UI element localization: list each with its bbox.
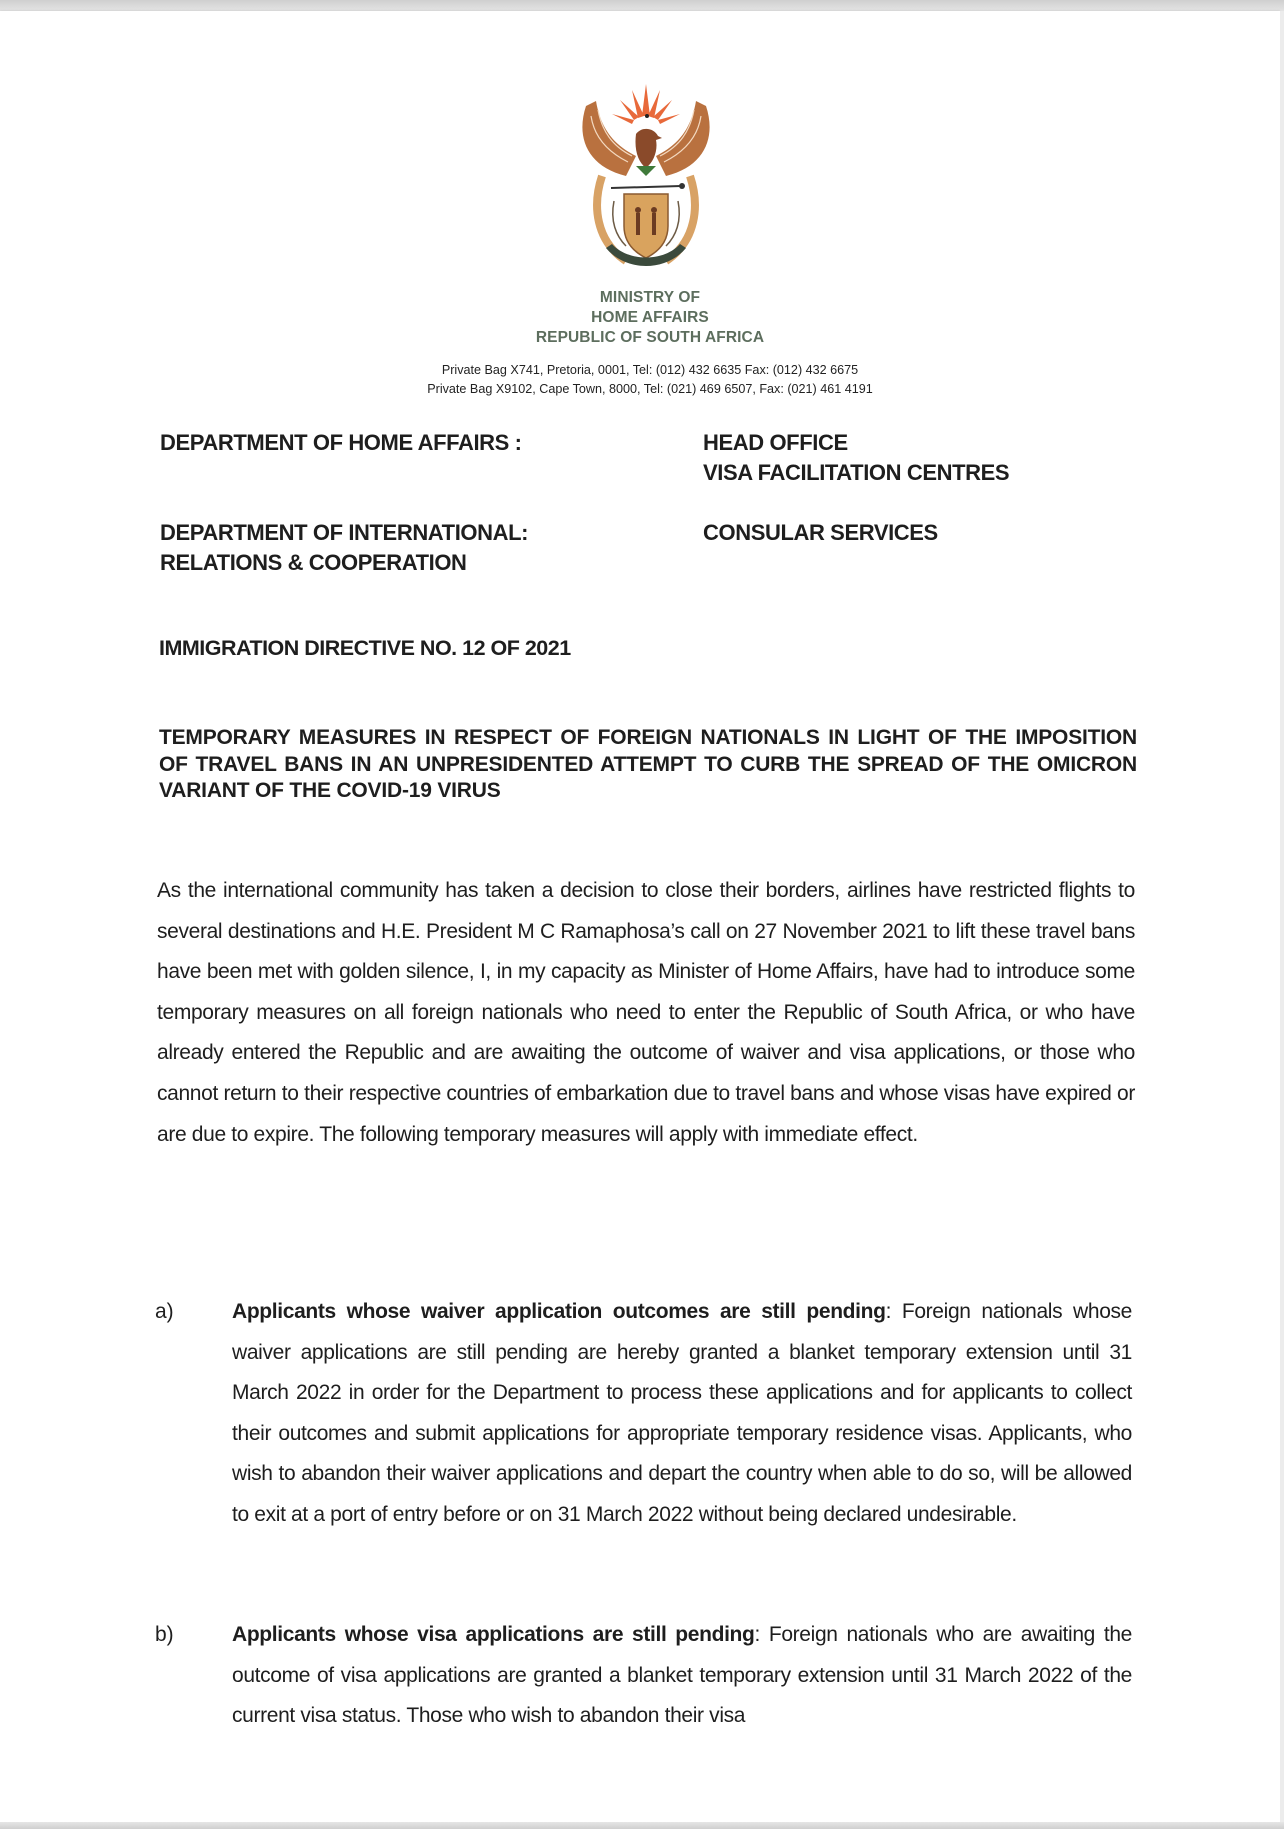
- item-b-text: : Foreign nationals who are awaiting the outcome of visa applications are granted a blanket temporary extension until 31 March 2022 of the current visa status. Those who wish to abandon their visa: [232, 1623, 1132, 1728]
- item-b-heading: Applicants whose visa applications are still pending: [232, 1623, 755, 1646]
- ministry-heading: [440, 288, 860, 348]
- recipient-left-2: [160, 518, 528, 578]
- intro-paragraph: As the international community has taken a decision to close their borders, airlines have restricted flights to several destinations and H.E. President M C Ramaphosa’s call on 27 November 2021 to lift these travel bans have been met with golden silence, I, in my capacity as Minister of Home Affairs, have had to introduce some temporary measures on all foreign nationals who need to enter the Republic of South Africa, or who have already entered the Republic and are awaiting the outcome of waiver and visa applications, or those who cannot return to their respective countries of embarkation due to travel bans and whose visas have expired or are due to expire. The following temporary measures will apply with immediate effect.: [157, 879, 1135, 1146]
- directive-number: IMMIGRATION DIRECTIVE NO. 12 OF 2021: [159, 636, 571, 660]
- recipient-line: HEAD OFFICE: [703, 430, 848, 455]
- item-a-paragraph: [232, 1292, 1132, 1536]
- recipient-line: DEPARTMENT OF HOME AFFAIRS :: [160, 430, 522, 455]
- top-frame-edge: [0, 0, 1284, 11]
- recipient-line: CONSULAR SERVICES: [703, 520, 938, 545]
- address-block: [330, 361, 970, 399]
- item-b-paragraph: [232, 1615, 1132, 1737]
- item-label-b: b): [155, 1623, 174, 1646]
- recipient-left-1: [160, 428, 522, 458]
- item-a-text: : Foreign nationals whose waiver applications are still pending are hereby granted a blanket temporary extension until 31 March 2022 in order for the Department to process these applications and for applicants to collect their outcomes and submit applications for appropriate temporary residence visas. Applicants, who wish to abandon their waiver applications and depart the country when able to do so, will be allowed to exit at a port of entry before or on 31 March 2022 without being declared undesirable.: [232, 1300, 1132, 1526]
- bottom-frame-edge: [0, 1822, 1284, 1829]
- recipient-line: VISA FACILITATION CENTRES: [703, 460, 1010, 485]
- address-line-pretoria: Private Bag X741, Pretoria, 0001, Tel: (012) 432 6635 Fax: (012) 432 6675: [441, 363, 859, 377]
- address-line-cape-town: Private Bag X9102, Cape Town, 8000, Tel: (021) 469 6507, Fax: (021) 461 4191: [427, 382, 873, 396]
- recipient-right-1: [703, 428, 1009, 488]
- item-a-heading: Applicants whose waiver application outcomes are still pending: [232, 1300, 886, 1323]
- item-label-a: a): [155, 1300, 174, 1323]
- directive-title: TEMPORARY MEASURES IN RESPECT OF FOREIGN NATIONALS IN LIGHT OF THE IMPOSITION OF TRAVEL BANS IN AN UNPRESIDENTED ATTEMPT TO CURB THE SPREAD OF THE OMICRON VARIANT OF THE COVID-19 VIRUS: [159, 726, 1137, 802]
- ministry-line: REPUBLIC OF SOUTH AFRICA: [535, 329, 765, 346]
- ministry-line: HOME AFFAIRS: [591, 309, 709, 326]
- coat-of-arms-icon: [566, 76, 726, 276]
- ministry-line: MINISTRY OF: [599, 289, 701, 306]
- recipient-right-2: [703, 518, 938, 548]
- recipient-line: RELATIONS & COOPERATION: [160, 550, 467, 575]
- right-frame-edge: [1280, 11, 1284, 1822]
- recipient-line: DEPARTMENT OF INTERNATIONAL:: [160, 520, 529, 545]
